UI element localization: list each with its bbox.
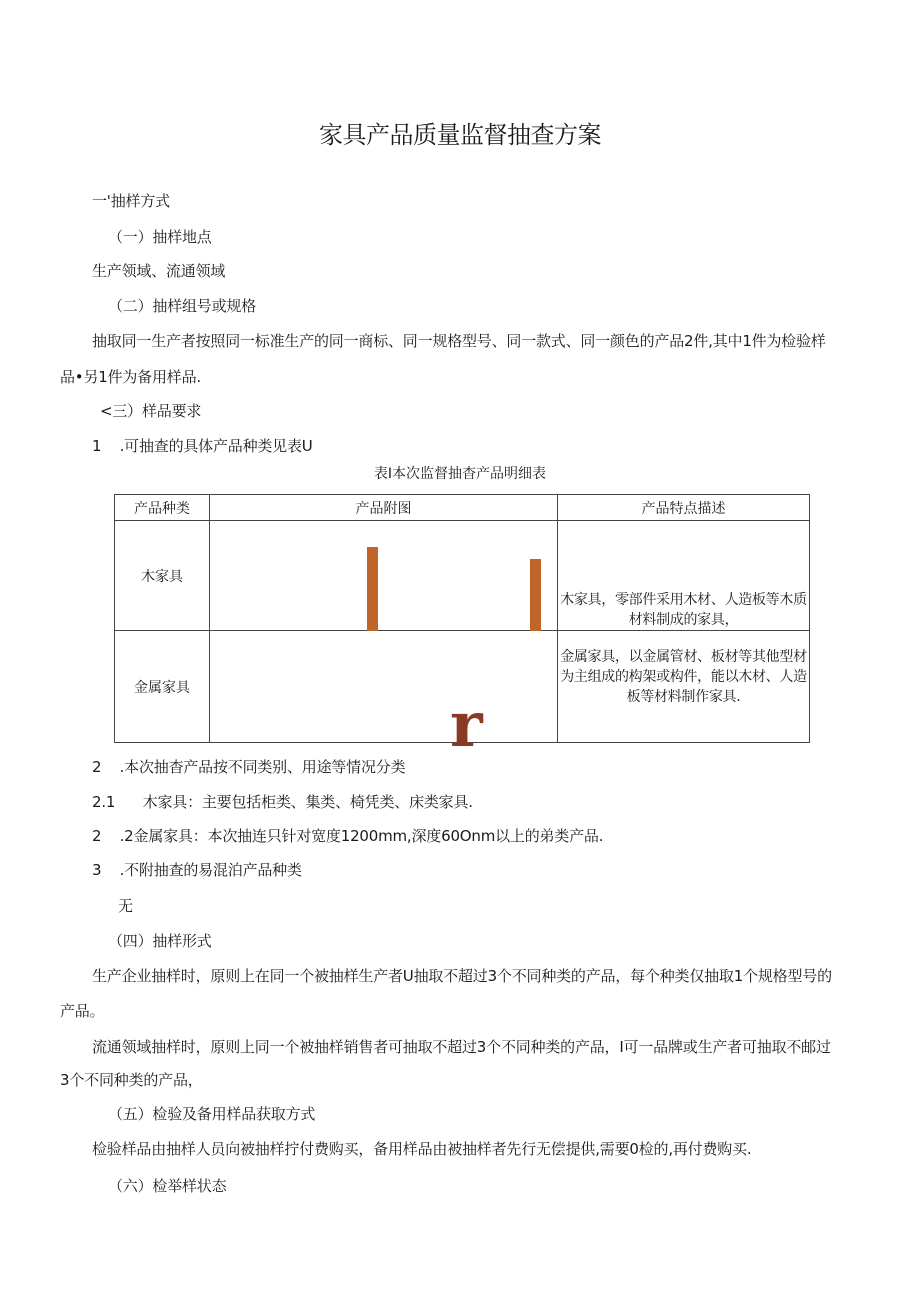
sample-acquisition-text: 检验样品由抽样人员向被抽样拧付费购买，备用样品由被抽样者先行无偿提供,需要0检的,再付费购买. <box>92 1140 752 1158</box>
subheading-sample-group: （二）抽样组号或规格 <box>108 297 257 315</box>
category-wood: 木家具 <box>115 521 210 631</box>
metal-furniture-glyph: r <box>450 688 483 761</box>
sampling-form-text-line1: 生产企业抽样时，原则上在同一个被抽样生产者U抽取不超过3个不同种类的产品，每个种类仅抽取1个规格型号的 <box>92 967 832 985</box>
subheading-sampling-form: （四）抽样形式 <box>108 932 212 950</box>
section-heading-sampling-method: 一'抽样方式 <box>92 192 170 210</box>
header-description: 产品特点描述 <box>558 495 810 521</box>
header-category: 产品种类 <box>115 495 210 521</box>
document-title: 家具产品质量监督抽查方案 <box>319 121 601 149</box>
category-metal: 金属家具 <box>115 631 210 743</box>
subheading-sample-requirements: <三）样品要求 <box>100 402 202 420</box>
circulation-text-line1: 流通领域抽样时，原则上同一个被抽样销售者可抽取不超过3个不同种类的产品，I可一品牌或生产者可抽取不邮过 <box>92 1038 831 1056</box>
sample-group-text-line1: 抽取同一生产者按照同一标准生产的同一商标、同一规格型号、同一款式、同一颜色的产品2件,其中1件为检验样 <box>92 332 826 350</box>
subheading-sampling-location: （一）抽样地点 <box>108 228 212 246</box>
product-table <box>114 494 810 761</box>
subheading-sample-acquisition: （五）检验及备用样品获取方式 <box>108 1105 316 1123</box>
table-caption: 表I本次监督抽杳产品明细表 <box>373 466 547 482</box>
item-1: 1 .可抽查的具体产品种类见表U <box>92 437 313 455</box>
item-3-value: 无 <box>118 897 133 915</box>
header-image: 产品附图 <box>210 495 558 521</box>
wood-bar-right <box>530 559 541 631</box>
item-3: 3 .不附抽查的易混泊产品种类 <box>92 861 302 879</box>
desc-wood: 木家具，零部件采用木材、人造板等木质材料制成的家具， <box>558 521 810 631</box>
subheading-sample-state: （六）检举样状态 <box>108 1177 227 1195</box>
item-2-1: 2.1 木家具：主要包括柜类、集类、椅凭类、床类家具. <box>92 793 473 811</box>
table-row-wood <box>115 521 810 631</box>
product-image-metal <box>210 631 558 761</box>
sampling-location-text: 生产领域、流通领域 <box>92 262 226 280</box>
product-image-wood <box>210 521 558 631</box>
sample-group-text-line2: 品•另1件为备用样品. <box>60 368 201 386</box>
table-row-metal <box>115 631 810 743</box>
sampling-form-text-line2: 产品。 <box>60 1002 105 1020</box>
item-2-2: 2 .2金属家具：本次抽连只针对宽度1200mm,深度60Onm以上的弟类产品. <box>92 827 604 845</box>
item-2: 2 .本次抽杳产品按不同类别、用途等情况分类 <box>92 758 406 776</box>
circulation-text-line2: 3个不同种类的产品， <box>60 1071 203 1089</box>
desc-metal: 金属家具，以金属管材、板材等其他型材为主组成的构架或构件，能以木材、人造板等材料制作家具. <box>558 631 810 743</box>
table-header-row <box>115 495 810 521</box>
wood-bar-left <box>367 547 378 631</box>
